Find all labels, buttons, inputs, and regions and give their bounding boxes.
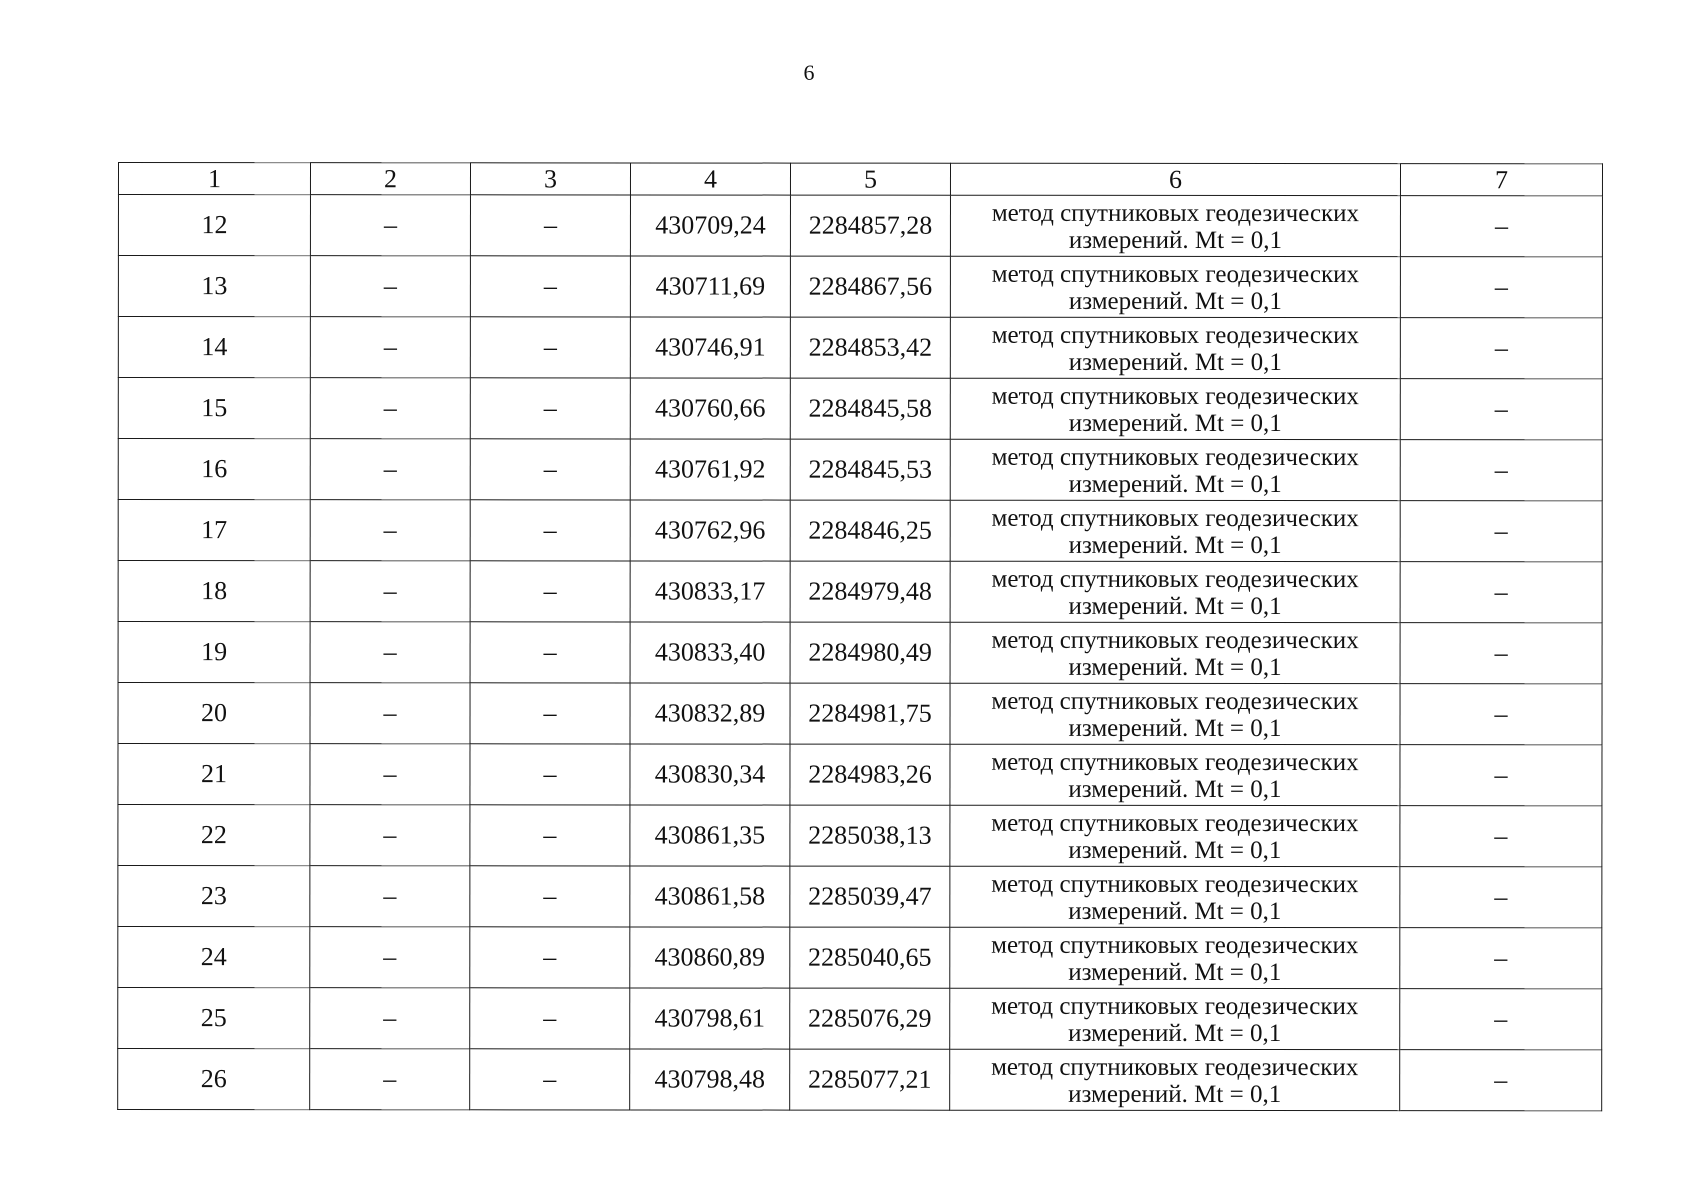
column-3-cell: – [470,500,630,561]
method-cell [950,378,1400,439]
coordinate-y-cell: 2284981,75 [790,683,950,744]
column-2-cell: – [310,988,470,1049]
method-text-line-2: измерений. Mt = 0,1 [1068,958,1282,987]
method-text-line-1: метод спутниковых геодезических [991,199,1360,228]
method-text-line-1: метод спутниковых геодезических [991,931,1359,960]
method-text-line-2: измерений. Mt = 0,1 [1068,287,1282,316]
method-text-line-1: метод спутниковых геодезических [991,260,1360,289]
method-cell [950,683,1400,744]
coordinate-x-cell: 430798,61 [630,988,790,1049]
method-cell [950,500,1400,561]
table-row [118,1049,1602,1111]
method-cell [950,1049,1400,1110]
method-cell [950,439,1400,500]
column-2-cell: – [310,683,470,744]
table-header-row [118,163,1602,196]
point-number-cell: 26 [118,1049,310,1110]
method-text-line-2: измерений. Mt = 0,1 [1068,470,1282,499]
method-text-line-2: измерений. Mt = 0,1 [1068,348,1282,377]
table-row [118,317,1602,379]
column-2-cell: – [310,1049,470,1110]
column-3-cell: – [470,439,630,500]
method-cell [950,561,1400,622]
point-number-cell: 14 [118,317,310,378]
table-row [118,378,1602,440]
column-7-cell: – [1400,1050,1602,1111]
method-text-line-1: метод спутниковых геодезических [991,1053,1359,1082]
method-text-line-2: измерений. Mt = 0,1 [1068,775,1282,804]
coordinate-y-cell: 2285038,13 [790,805,950,866]
coordinate-y-cell: 2285076,29 [790,988,950,1049]
column-2-cell: – [310,378,470,439]
column-2-cell: – [310,317,470,378]
coordinate-y-cell: 2284846,25 [790,500,950,561]
column-2-cell: – [310,195,470,256]
method-cell [950,988,1400,1049]
method-text-line-1: метод спутниковых геодезических [991,443,1359,472]
column-3-cell: – [470,378,630,439]
table-row [118,561,1602,623]
coordinate-x-cell: 430798,48 [630,1049,790,1110]
method-cell [950,866,1400,927]
coordinate-y-cell: 2285040,65 [790,927,950,988]
column-7-cell: – [1400,745,1602,806]
coordinate-x-cell: 430761,92 [630,439,790,500]
method-cell [950,195,1400,256]
method-text-line-1: метод спутниковых геодезических [991,382,1359,411]
method-text-line-1: метод спутниковых геодезических [991,321,1359,350]
point-number-cell: 16 [118,439,310,500]
point-number-cell: 23 [118,866,310,927]
coordinate-x-cell: 430833,40 [630,622,790,683]
coordinate-x-cell: 430760,66 [630,378,790,439]
method-cell [950,622,1400,683]
table-row [118,439,1602,501]
column-2-cell: – [310,927,470,988]
method-text-line-2: измерений. Mt = 0,1 [1068,1080,1282,1109]
column-3-cell: – [470,866,630,927]
method-text-line-1: метод спутниковых геодезических [991,748,1359,777]
table-body [118,163,1603,1111]
coordinate-y-cell: 2284979,48 [790,561,950,622]
point-number-cell: 15 [118,378,310,439]
coordinate-x-cell: 430861,58 [630,866,790,927]
coordinate-y-cell: 2284845,58 [790,378,950,439]
table-row [118,744,1602,806]
column-header-5: 5 [790,163,950,195]
method-cell [950,744,1400,805]
column-3-cell: – [470,195,630,256]
column-2-cell: – [310,500,470,561]
column-3-cell: – [470,683,630,744]
coordinate-y-cell: 2284853,42 [790,317,950,378]
table-row [118,866,1602,928]
coordinate-x-cell: 430860,89 [630,927,790,988]
coordinate-x-cell: 430746,91 [630,317,790,378]
coordinates-table [117,162,1603,1111]
method-text-line-2: измерений. Mt = 0,1 [1068,226,1282,255]
column-2-cell: – [310,866,470,927]
method-text-line-2: измерений. Mt = 0,1 [1068,836,1282,865]
coordinate-x-cell: 430833,17 [630,561,790,622]
method-text-line-1: метод спутниковых геодезических [991,504,1359,533]
column-header-3: 3 [470,163,630,195]
table-row [118,195,1602,257]
point-number-cell: 18 [118,561,310,622]
method-text-line-1: метод спутниковых геодезических [991,870,1359,899]
point-number-cell: 22 [118,805,310,866]
table-row [118,683,1602,745]
method-text-line-1: метод спутниковых геодезических [991,809,1359,838]
table-row [118,805,1602,867]
column-3-cell: – [470,317,630,378]
column-3-cell: – [470,561,630,622]
method-cell [950,256,1400,317]
column-7-cell: – [1400,989,1602,1050]
column-7-cell: – [1400,806,1602,867]
point-number-cell: 21 [118,744,310,805]
column-3-cell: – [470,805,630,866]
coordinate-x-cell: 430832,89 [630,683,790,744]
column-header-1: 1 [118,163,310,195]
table-row [118,927,1602,989]
method-text-line-2: измерений. Mt = 0,1 [1068,897,1282,926]
coordinate-y-cell: 2284983,26 [790,744,950,805]
column-7-cell: – [1400,623,1602,684]
coordinate-x-cell: 430762,96 [630,500,790,561]
point-number-cell: 12 [118,195,310,256]
point-number-cell: 24 [118,927,310,988]
point-number-cell: 25 [118,988,310,1049]
point-number-cell: 13 [118,256,310,317]
coordinate-y-cell: 2284867,56 [790,256,950,317]
column-header-2: 2 [310,163,470,195]
method-text-line-1: метод спутниковых геодезических [991,992,1359,1021]
column-2-cell: – [310,439,470,500]
column-7-cell: – [1400,684,1602,745]
point-number-cell: 19 [118,622,310,683]
column-7-cell: – [1400,379,1602,440]
method-text-line-2: измерений. Mt = 0,1 [1068,1019,1282,1048]
column-3-cell: – [470,622,630,683]
column-3-cell: – [470,988,630,1049]
page-number: 6 [803,60,815,85]
table-row [118,500,1602,562]
column-3-cell: – [470,256,630,317]
column-7-cell: – [1400,501,1602,562]
column-7-cell: – [1400,257,1602,318]
coordinate-y-cell: 2284980,49 [790,622,950,683]
method-text-line-1: метод спутниковых геодезических [991,565,1359,594]
method-text-line-1: метод спутниковых геодезических [991,687,1359,716]
coordinate-y-cell: 2284845,53 [790,439,950,500]
method-cell [950,927,1400,988]
coordinate-y-cell: 2285039,47 [790,866,950,927]
column-2-cell: – [310,622,470,683]
column-7-cell: – [1400,318,1602,379]
method-text-line-2: измерений. Mt = 0,1 [1068,653,1282,682]
table-row [118,622,1602,684]
column-3-cell: – [470,1049,630,1110]
method-cell [950,805,1400,866]
column-header-7: 7 [1400,164,1602,196]
coordinate-x-cell: 430861,35 [630,805,790,866]
column-7-cell: – [1400,928,1602,989]
table-row [118,256,1602,318]
method-text-line-2: измерений. Mt = 0,1 [1068,714,1282,743]
method-text-line-2: измерений. Mt = 0,1 [1068,409,1282,438]
coordinate-x-cell: 430709,24 [630,195,790,256]
method-text-line-2: измерений. Mt = 0,1 [1068,592,1282,621]
column-3-cell: – [470,927,630,988]
column-2-cell: – [310,561,470,622]
column-7-cell: – [1400,196,1602,257]
table-row [118,988,1602,1050]
method-text-line-2: измерений. Mt = 0,1 [1068,531,1282,560]
column-2-cell: – [310,805,470,866]
column-7-cell: – [1400,562,1602,623]
coordinate-x-cell: 430711,69 [630,256,790,317]
column-3-cell: – [470,744,630,805]
coordinate-x-cell: 430830,34 [630,744,790,805]
point-number-cell: 20 [118,683,310,744]
point-number-cell: 17 [118,500,310,561]
coordinate-y-cell: 2285077,21 [790,1049,950,1110]
column-7-cell: – [1400,867,1602,928]
column-2-cell: – [310,256,470,317]
column-header-6: 6 [950,163,1400,195]
column-7-cell: – [1400,440,1602,501]
method-text-line-1: метод спутниковых геодезических [991,626,1359,655]
column-header-4: 4 [630,163,790,195]
coordinate-y-cell: 2284857,28 [790,195,950,256]
method-cell [950,317,1400,378]
column-2-cell: – [310,744,470,805]
